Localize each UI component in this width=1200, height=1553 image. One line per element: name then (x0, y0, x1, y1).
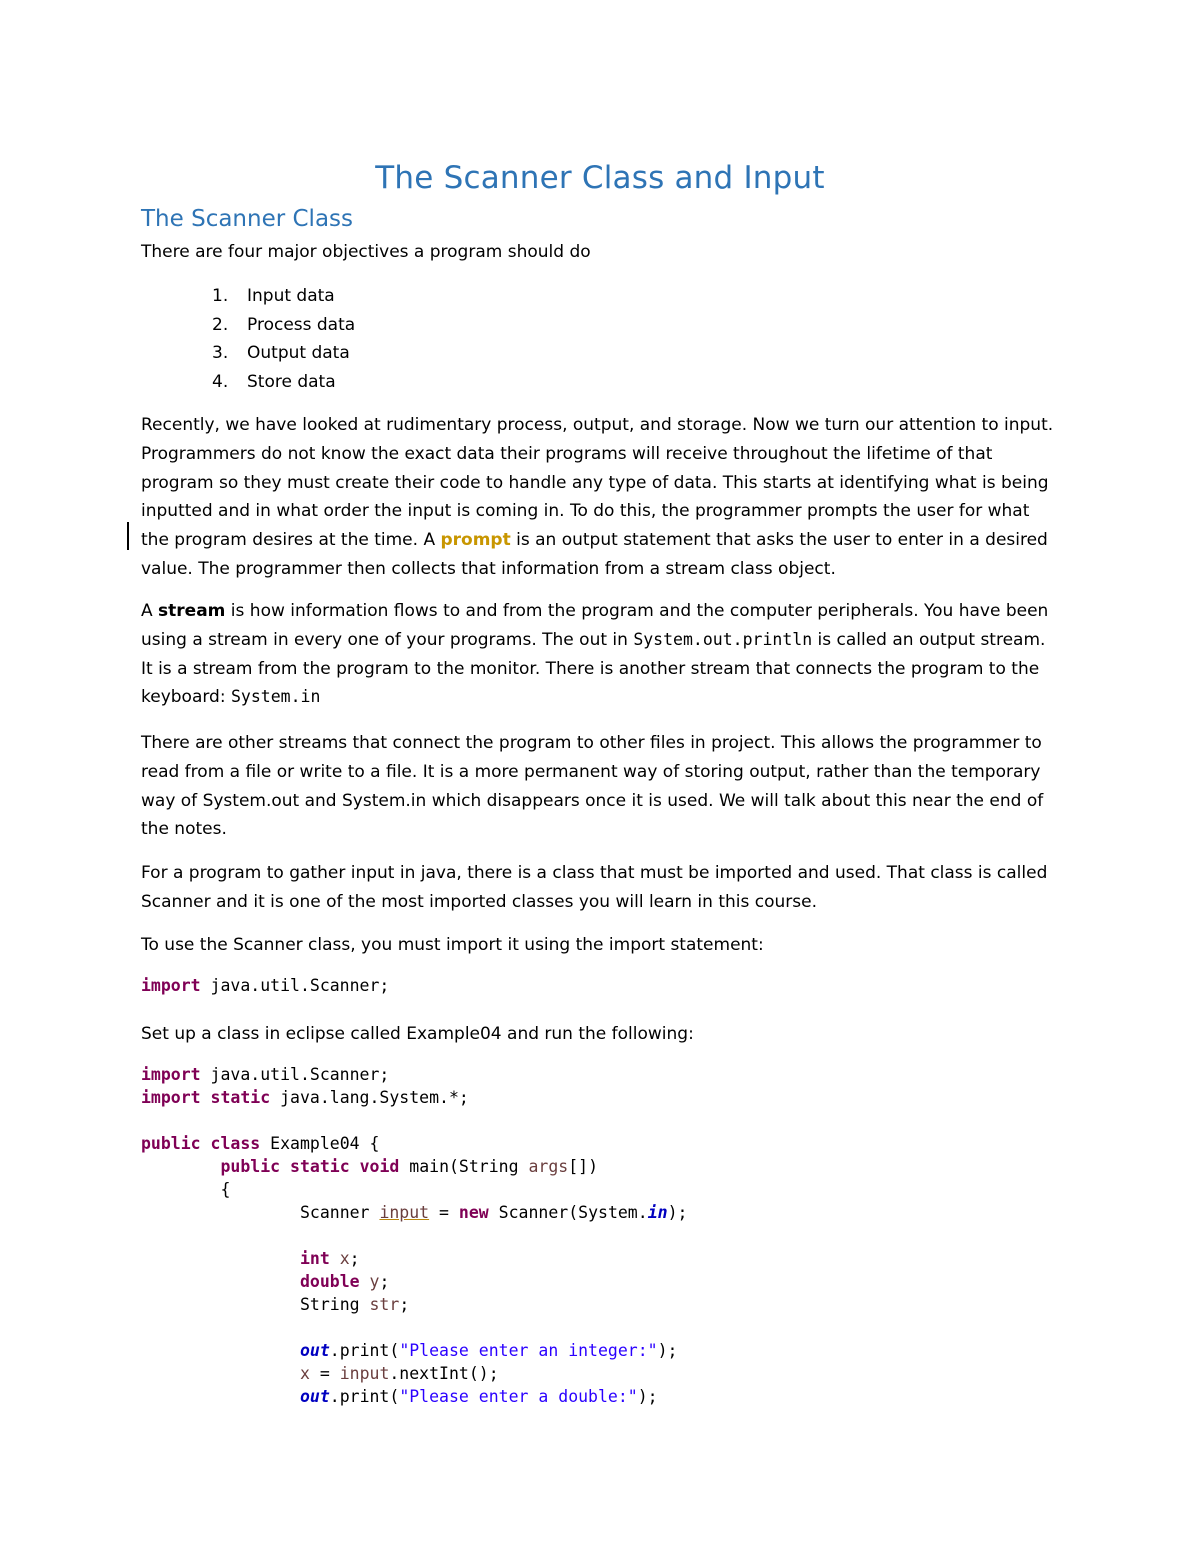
code-text: ; (399, 1295, 410, 1314)
paragraph-text: is an output statement that asks the user to enter in a desired value. The programmer then collects that information from a stream class object. (141, 530, 1048, 579)
code-keyword: static (210, 1088, 271, 1107)
code-variable: x (299, 1364, 310, 1383)
code-text: main(String (399, 1157, 529, 1176)
paragraph-java-input: For a program to gather input in java, there is a class that must be imported and used. That class is called Scanner and it is one of the most imported classes you will learn in this course. (141, 863, 1048, 912)
code-keyword: import (141, 976, 201, 995)
list-item (141, 311, 355, 340)
paragraph-files: There are other streams that connect the program to other files in project. This allows the programmer to read from a file or write to a file. It is a more permanent way of storing output, rather than the temporary way of System.out and System.in which disappears once it is used. We will talk about this near the end of the notes. (141, 733, 1044, 840)
code-text: java.lang.System.*; (270, 1088, 469, 1107)
code-text: Scanner (299, 1203, 380, 1222)
list-text: Output data (247, 343, 350, 364)
list-text: Process data (247, 314, 356, 335)
list-number: 3. (212, 343, 229, 364)
list-text: Input data (247, 286, 335, 306)
code-string: "Please enter an integer:" (399, 1341, 658, 1360)
list-item (141, 282, 355, 311)
code-variable: args (528, 1157, 569, 1176)
objectives-list (141, 282, 355, 396)
code-text: { (220, 1180, 231, 1199)
code-keyword: class (210, 1134, 261, 1153)
code-text: java.util.Scanner; (200, 976, 390, 995)
list-number: 2. (212, 314, 229, 335)
code-text: ); (637, 1387, 658, 1406)
code-keyword: new (458, 1203, 489, 1222)
paragraph-text: is called an output stream. It is a stream from the program to the monitor. There is another stream that connects the program to the keyboard: (141, 629, 1046, 708)
code-text: String (299, 1295, 370, 1314)
code-text: ; (379, 1272, 390, 1291)
intro-paragraph: There are four major objectives a program should do (141, 242, 591, 262)
code-keyword: public (141, 1134, 201, 1153)
paragraph-setup: Set up a class in eclipse called Example04 and run the following: (141, 1024, 694, 1044)
text-cursor-bar (127, 522, 129, 550)
code-keyword: double (299, 1272, 360, 1291)
inline-code: System.in (230, 687, 321, 707)
code-text: java.util.Scanner; (200, 1065, 390, 1084)
term-prompt: prompt (440, 530, 511, 551)
paragraph-text: is how information flows to and from the program and the computer peripherals. You have been using a stream in every one of your programs. The out in (141, 601, 1049, 650)
code-field: out (299, 1387, 330, 1406)
code-import-statement (141, 974, 389, 997)
code-text: .nextInt(); (389, 1364, 499, 1383)
code-string: "Please enter a double:" (399, 1387, 638, 1406)
list-number: 1. (212, 286, 229, 306)
document-title: The Scanner Class and Input (375, 160, 825, 196)
code-variable: input (339, 1364, 390, 1383)
code-field: in (647, 1203, 668, 1222)
code-variable: y (369, 1272, 380, 1291)
code-text: .print( (329, 1387, 400, 1406)
paragraph-text: Recently, we have looked at rudimentary process, output, and storage. Now we turn our attention to input. Programmers do not know the exact data their programs will receive throughout the lifetime of that program so they must create their code to handle any type of data. This starts at identifying what is being inputted and in what order the input is coming in. To do this, the programmer prompts the user for what the program desires at the time. A (141, 415, 1054, 551)
list-number: 4. (212, 371, 229, 392)
code-variable: input (379, 1203, 430, 1222)
code-keyword: static (290, 1157, 350, 1176)
code-text: ); (657, 1341, 678, 1360)
code-variable: x (339, 1249, 350, 1268)
code-field: out (299, 1341, 330, 1360)
paragraph-text: A (141, 601, 159, 621)
list-item (141, 368, 355, 397)
list-item (141, 339, 355, 368)
code-text: Scanner(System. (488, 1203, 648, 1222)
section-heading: The Scanner Class (141, 206, 354, 232)
code-text: []) (568, 1157, 599, 1176)
code-text: Example04 { (260, 1134, 380, 1153)
code-keyword: import (141, 1088, 201, 1107)
paragraph-stream (141, 597, 1061, 712)
inline-code: System.out.println (633, 629, 813, 649)
list-text: Store data (247, 371, 336, 392)
code-text: = (309, 1364, 340, 1383)
code-keyword: public (220, 1157, 281, 1176)
code-keyword: int (299, 1249, 330, 1268)
code-text: ; (349, 1249, 360, 1268)
code-text: = (429, 1203, 459, 1222)
code-example (141, 1063, 687, 1408)
code-text: ); (667, 1203, 688, 1222)
term-stream: stream (158, 601, 226, 621)
code-keyword: void (359, 1157, 400, 1176)
paragraph-prompt (141, 411, 1061, 584)
paragraph-import: To use the Scanner class, you must import it using the import statement: (141, 935, 764, 955)
code-keyword: import (141, 1065, 201, 1084)
code-text: .print( (329, 1341, 400, 1360)
code-variable: str (369, 1295, 400, 1314)
